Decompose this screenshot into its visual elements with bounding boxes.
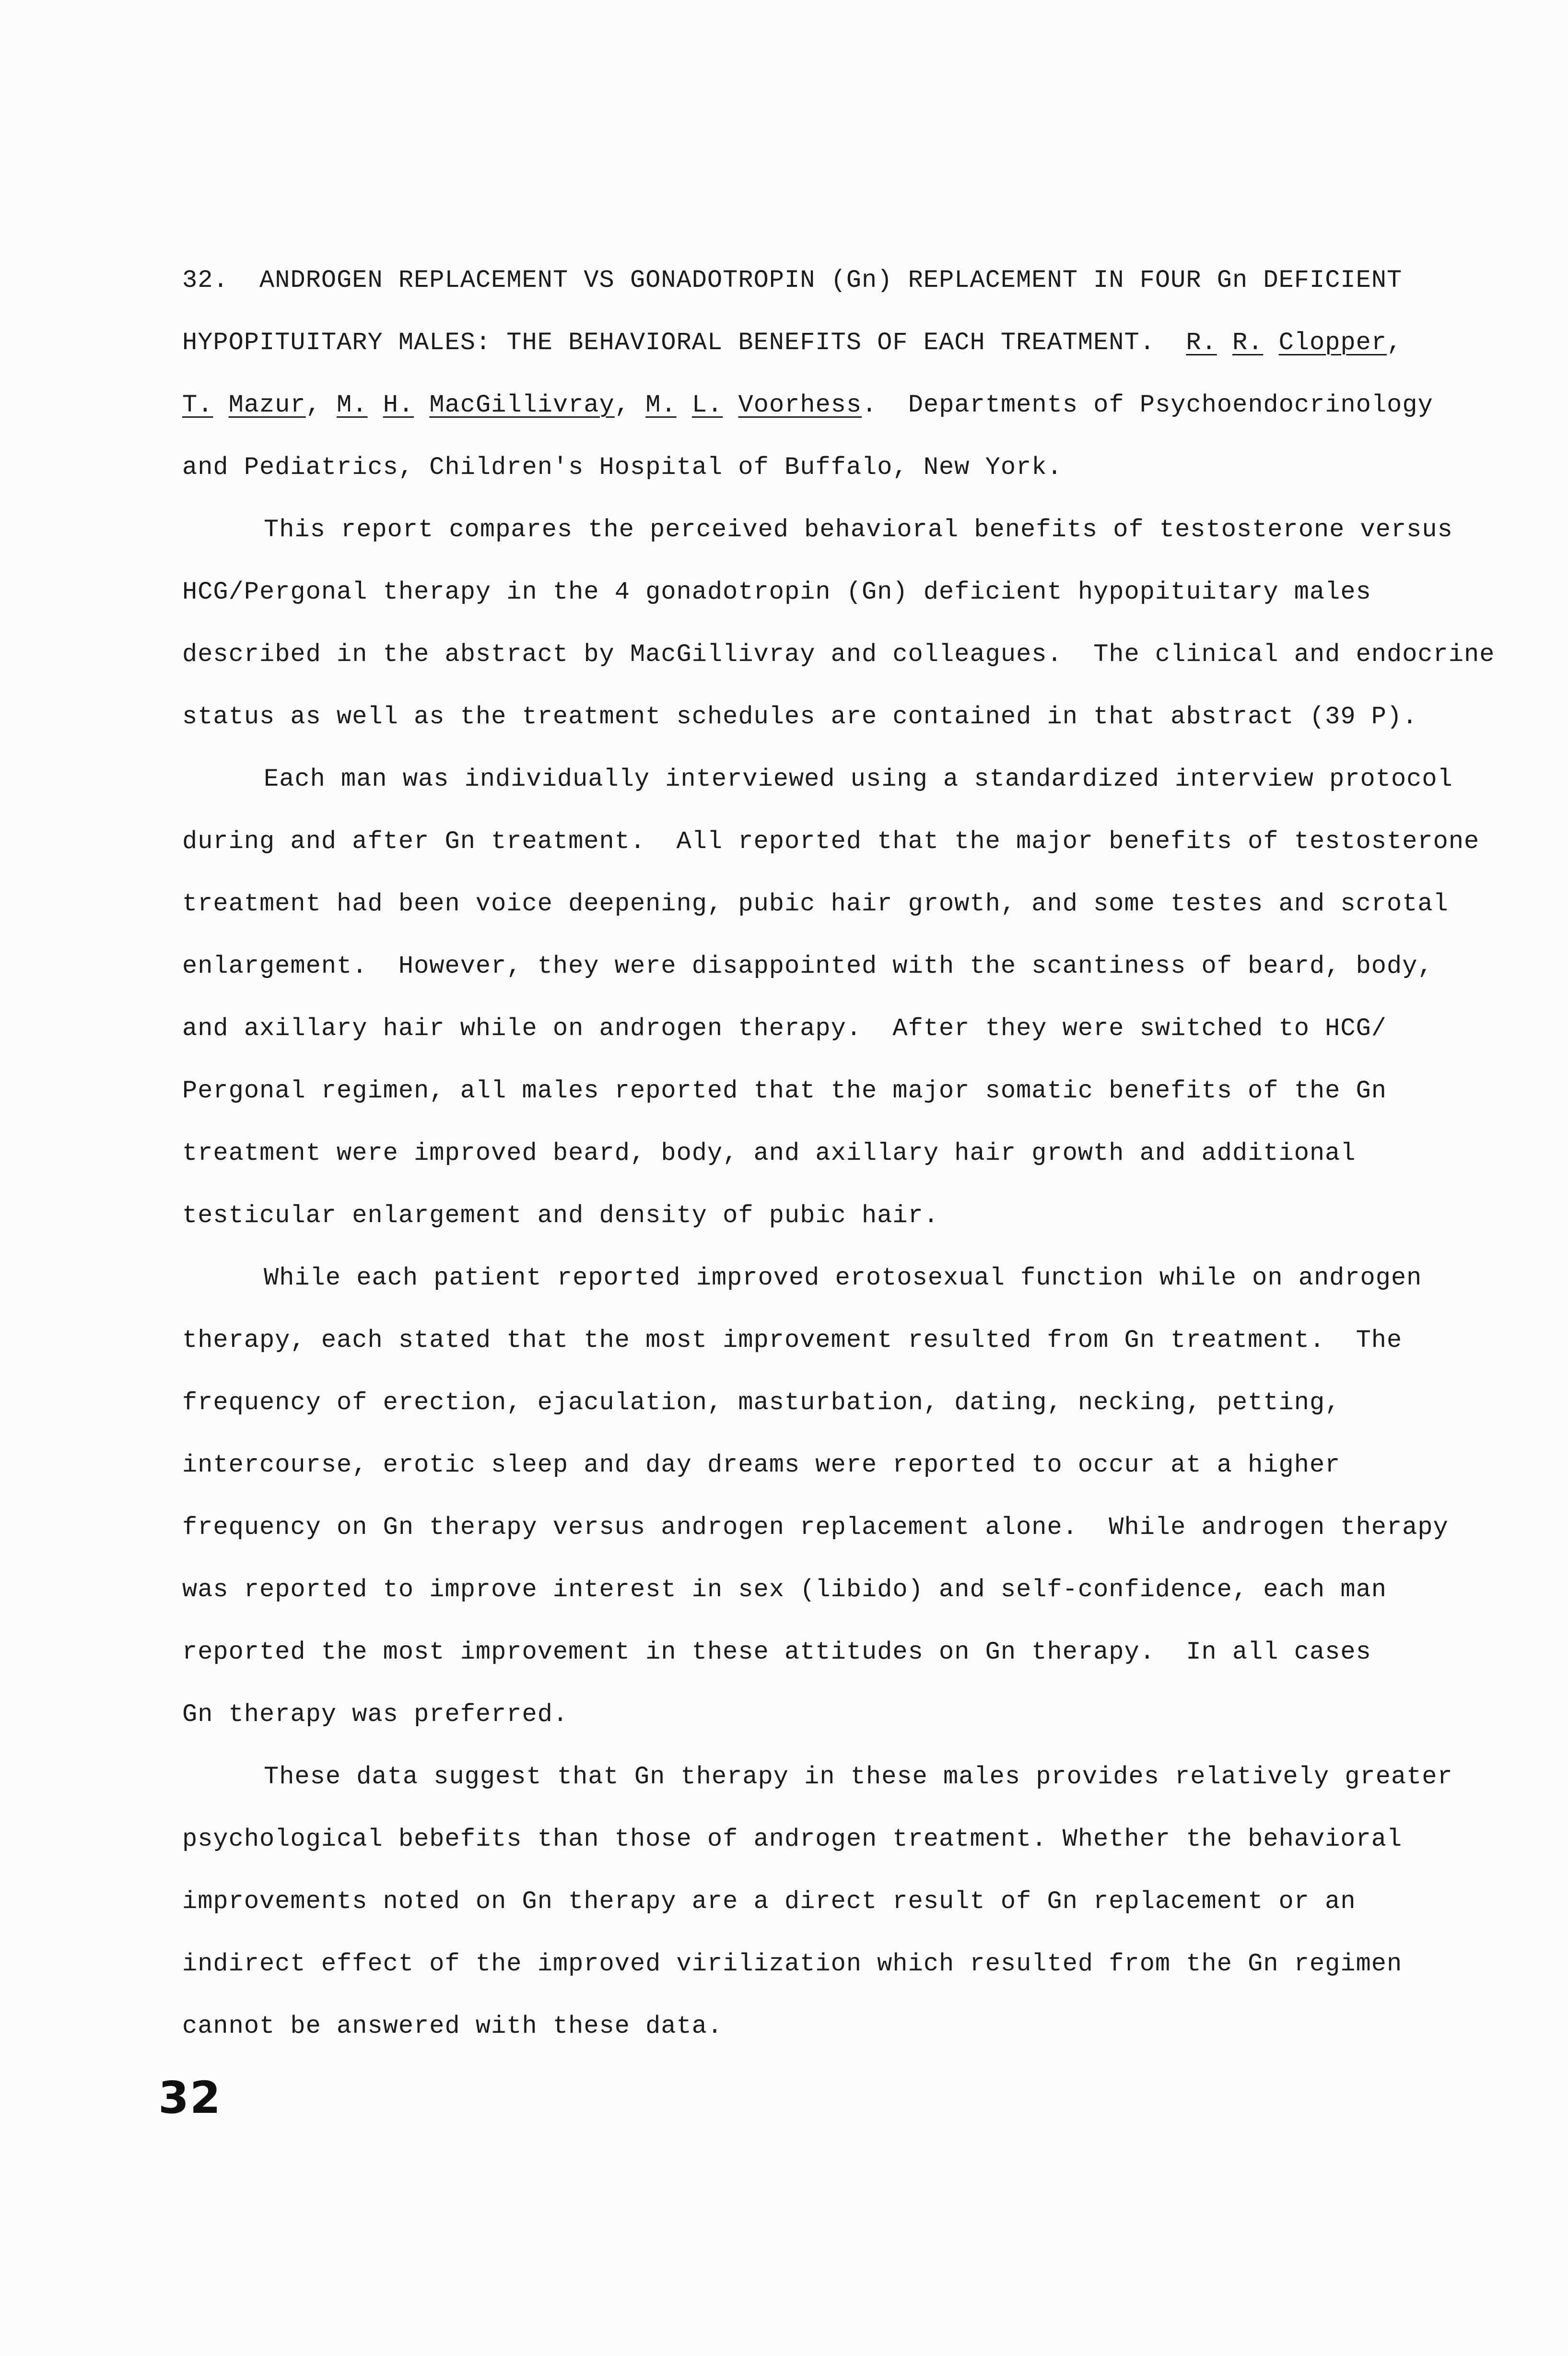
author-name: Mazur: [228, 391, 306, 419]
paragraph-line: enlargement. However, they were disappointed with the scantiness of beard, body,: [182, 952, 1433, 980]
paragraph-line: indirect effect of the improved virilization which resulted from the Gn regimen: [182, 1950, 1403, 1978]
paragraph-line: status as well as the treatment schedules are contained in that abstract (39 P).: [182, 703, 1418, 731]
title-authors-line: HYPOPITUITARY MALES: THE BEHAVIORAL BENEFITS OF EACH TREATMENT. R. R. Clopper,: [182, 329, 1403, 357]
affiliation-line: and Pediatrics, Children's Hospital of Buffalo, New York.: [182, 453, 1063, 482]
author-initial: L.: [691, 391, 723, 419]
author-initial: R.: [1232, 329, 1264, 357]
paragraph-line: described in the abstract by MacGillivray and colleagues. The clinical and endocrine: [182, 640, 1495, 669]
paragraph-line: treatment were improved beard, body, and axillary hair growth and additional: [182, 1139, 1356, 1167]
abstract-number: 32.: [182, 266, 229, 294]
title-text-1: ANDROGEN REPLACEMENT VS GONADOTROPIN (Gn) REPLACEMENT IN FOUR Gn DEFICIENT: [259, 266, 1403, 294]
paragraph-line: and axillary hair while on androgen therapy. After they were switched to HCG/: [182, 1014, 1387, 1043]
authors-line: T. Mazur, M. H. MacGillivray, M. L. Voorhess. Departments of Psychoendocrinology: [182, 391, 1433, 419]
title-line: [182, 249, 1506, 312]
paragraph-line: reported the most improvement in these attitudes on Gn therapy. In all cases: [182, 1638, 1371, 1666]
paragraph-line: cannot be answered with these data.: [182, 2012, 723, 2040]
paragraph-line: frequency of erection, ejaculation, masturbation, dating, necking, petting,: [182, 1389, 1341, 1417]
paragraph-line: Each man was individually interviewed using a standardized interview protocol: [264, 765, 1453, 793]
paragraph-line: was reported to improve interest in sex (libido) and self-confidence, each man: [182, 1576, 1387, 1604]
paragraph-line: intercourse, erotic sleep and day dreams were reported to occur at a higher: [182, 1451, 1341, 1479]
paragraph-line: Gn therapy was preferred.: [182, 1700, 569, 1729]
paragraph-line: While each patient reported improved erotosexual function while on androgen: [264, 1264, 1422, 1292]
paragraph-line: psychological bebefits than those of androgen treatment. Whether the behavioral: [182, 1825, 1403, 1853]
author-name: MacGillivray: [429, 391, 615, 419]
paragraph-line: These data suggest that Gn therapy in these males provides relatively greater: [264, 1763, 1453, 1791]
author-initial: M.: [337, 391, 368, 419]
author-initial: T.: [182, 391, 213, 419]
affiliation-text: Departments of Psychoendocrinology: [908, 391, 1433, 419]
paragraph-line: treatment had been voice deepening, pubic hair growth, and some testes and scrotal: [182, 890, 1449, 918]
paragraph-line: improvements noted on Gn therapy are a direct result of Gn replacement or an: [182, 1887, 1356, 1916]
author-name: Voorhess: [738, 391, 862, 419]
page-number: 32: [158, 2072, 222, 2123]
paragraph-line: during and after Gn treatment. All reported that the major benefits of testosterone: [182, 827, 1480, 856]
title-text-2: HYPOPITUITARY MALES: THE BEHAVIORAL BENEFITS OF EACH TREATMENT.: [182, 329, 1155, 357]
author-name: Clopper: [1278, 329, 1387, 357]
paragraph-line: frequency on Gn therapy versus androgen replacement alone. While androgen therapy: [182, 1513, 1449, 1542]
abstract-text: [182, 249, 1506, 2058]
paragraph-line: This report compares the perceived behavioral benefits of testosterone versus: [264, 516, 1453, 544]
paragraph-line: HCG/Pergonal therapy in the 4 gonadotropin (Gn) deficient hypopituitary males: [182, 578, 1371, 606]
author-initial: M.: [645, 391, 677, 419]
author-initial: H.: [383, 391, 414, 419]
author-initial: R.: [1186, 329, 1217, 357]
paragraph-line: testicular enlargement and density of pubic hair.: [182, 1202, 939, 1230]
paragraph-line: Pergonal regimen, all males reported that the major somatic benefits of the Gn: [182, 1077, 1387, 1105]
paragraph-line: therapy, each stated that the most improvement resulted from Gn treatment. The: [182, 1326, 1403, 1355]
